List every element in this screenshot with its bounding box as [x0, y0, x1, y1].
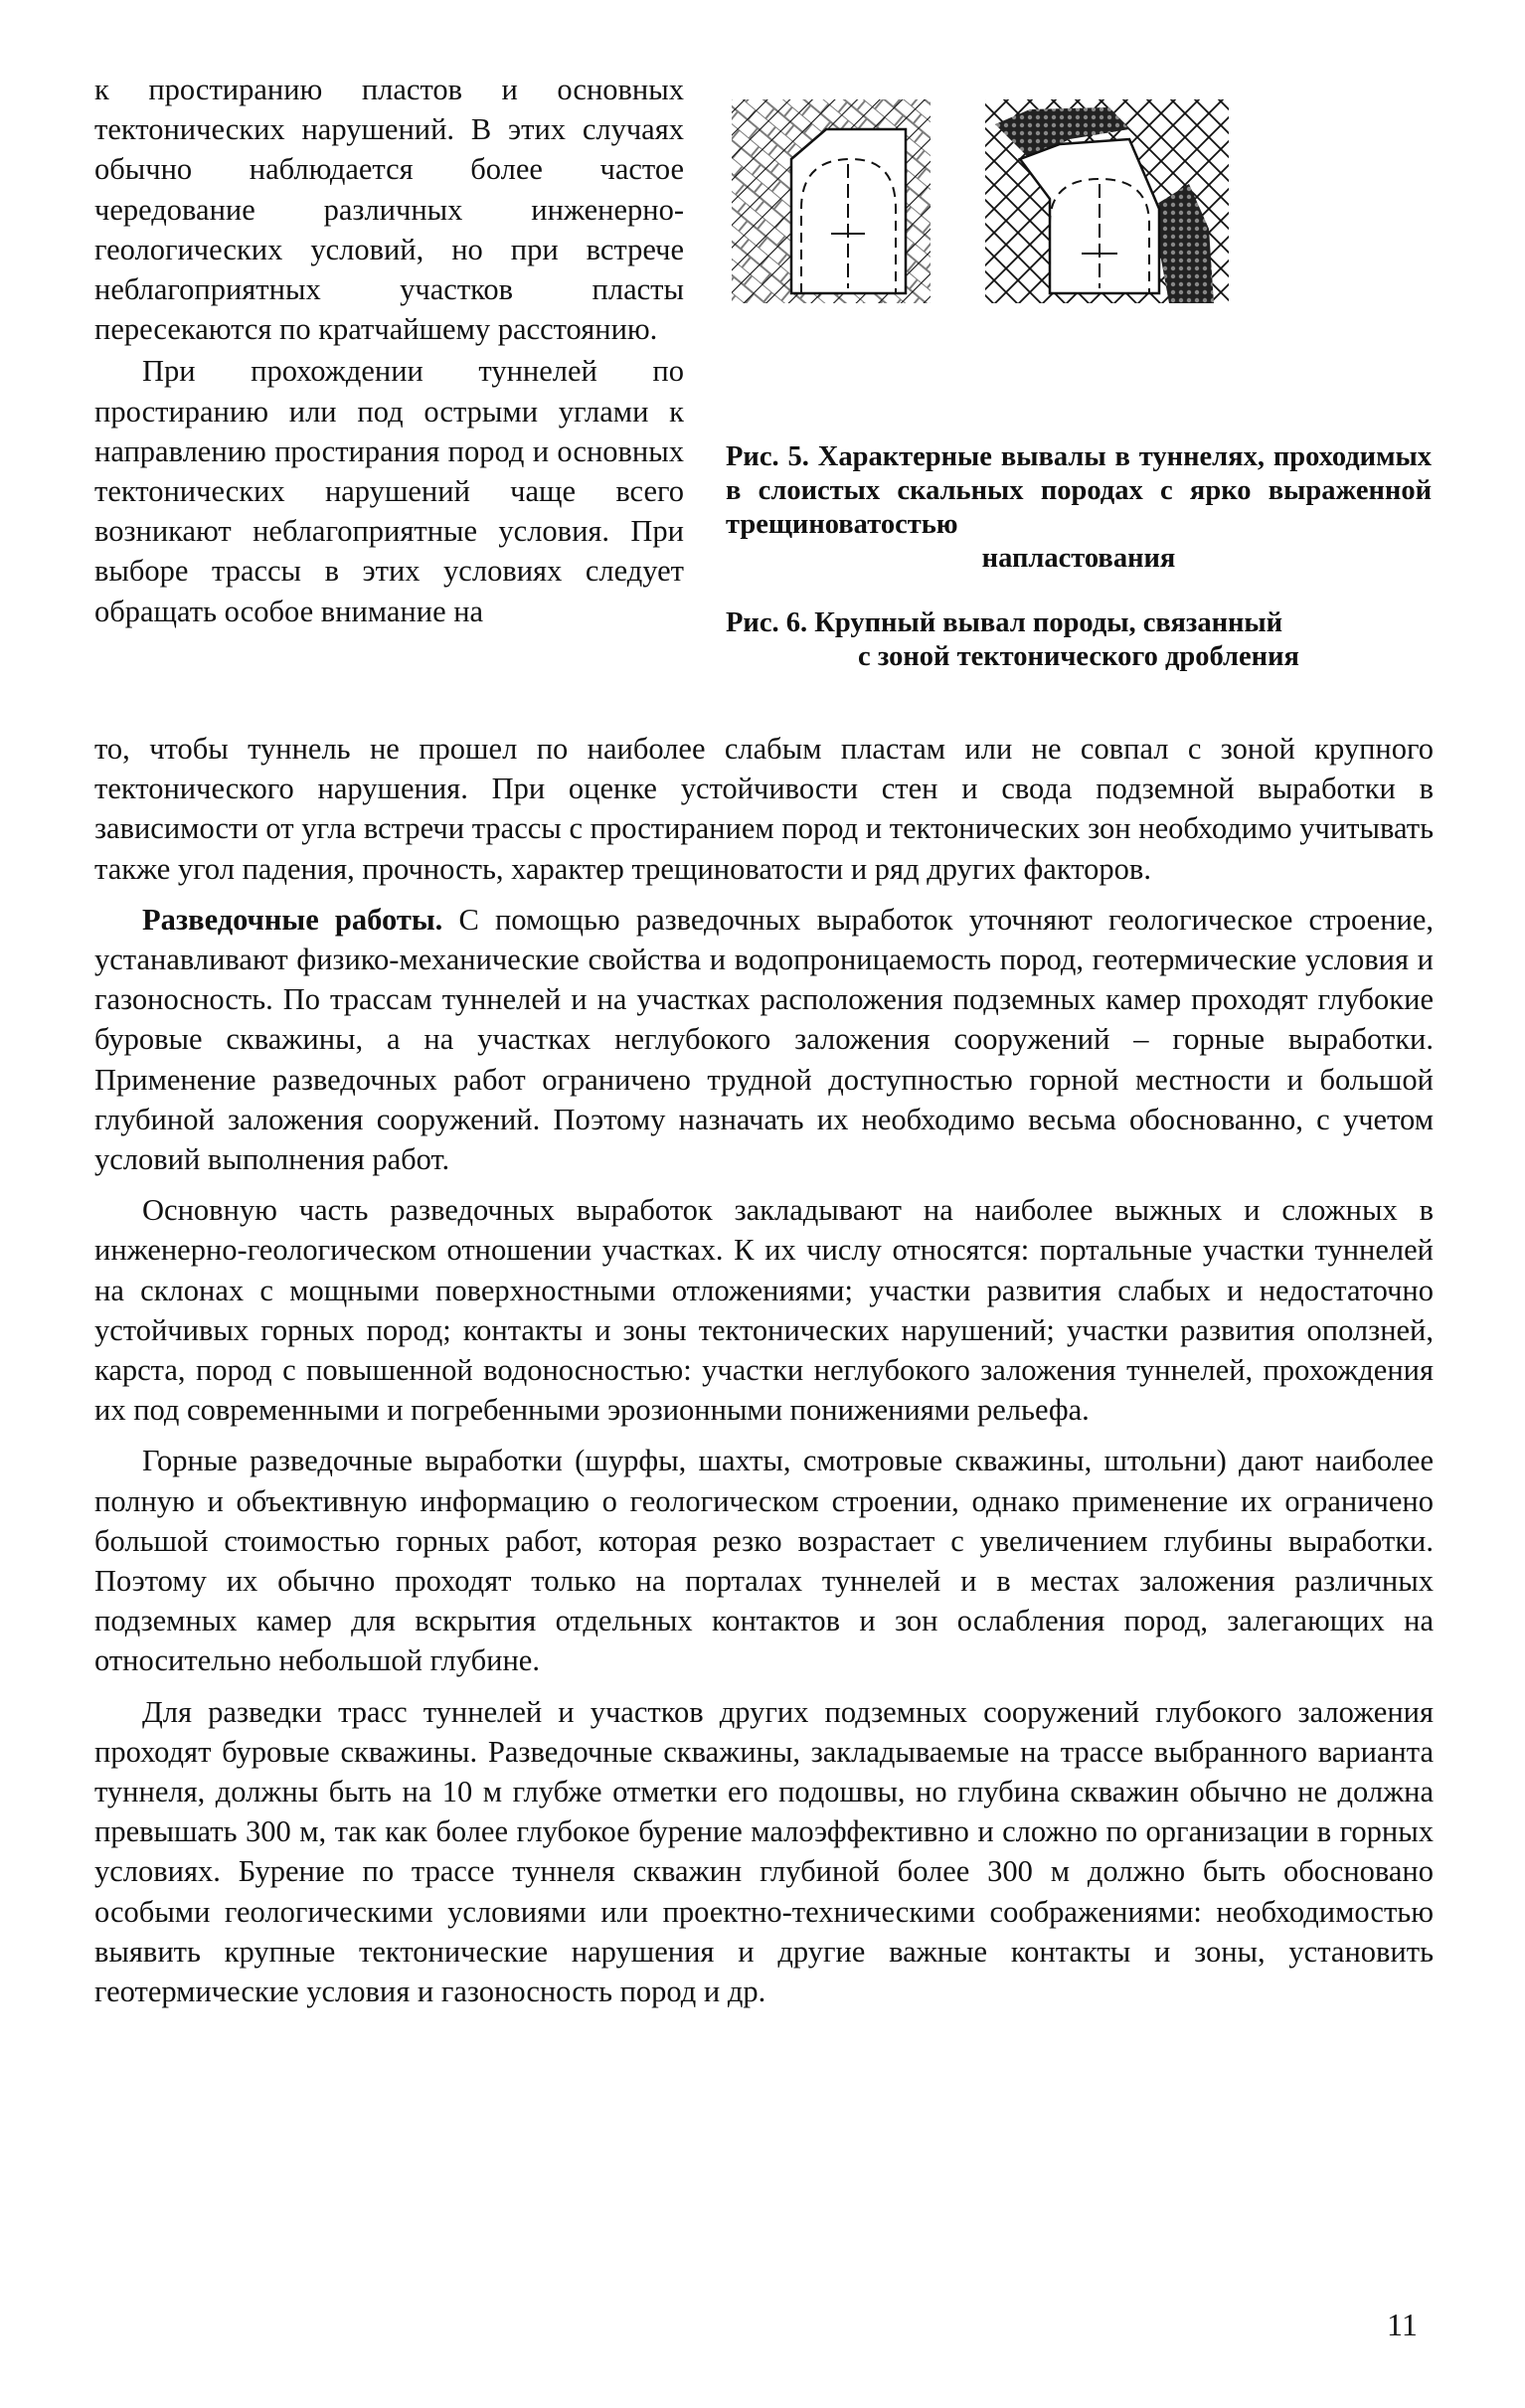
figure-6-label: Рис. 6. — [726, 607, 808, 638]
figure-5-last-line: напластования — [981, 543, 1176, 574]
main-text — [94, 729, 1434, 2022]
paragraph-drilling: Для разведки трасс туннелей и участков других подземных сооружений глубокого заложения проходят буровые скважины. Разведочные скважины, закладываемые на трассе выбранного варианта туннеля, должны быть на 10 м глубже отметки его подошвы, но глубина скважин обычно не должна превышать 300 м, так как более глубокое бурение малоэффективно и сложно по организации в горных условиях. Бурение по трассе туннеля скважин глубиной более 300 м должно быть обосновано особыми геологическими условиями или проектно-техническими соображениями: необходимостью выявить крупные тектонические нарушения и другие важные контакты и зоны, установить геотермические условия и газоносность пород и др. — [94, 1694, 1434, 2009]
figure-5-label: Рис. 5. — [726, 441, 809, 472]
figure-5-text: Характерные вывалы в туннелях, проходимых в слоистых скальных породах с ярко выраженной трещиноватостью — [726, 441, 1433, 540]
section-heading: Разведочные работы. — [142, 902, 443, 937]
figure-6-caption — [726, 606, 1432, 674]
paragraph-tunnels: При прохождении туннелей по простиранию или под острыми углами к направлению простирания пород и основных тектонических нарушений чаще всего возникают неблагоприятные условия. При выборе трассы в этих условиях следует обращать особое внимание на — [94, 354, 684, 628]
paragraph-strike: к простиранию пластов и основных тектонических нарушений. В этих случаях обычно наблюдается более частое чередование различных инженерно-геологических условий, но при встрече неблагоприятных участков пласты пересекаются по кратчайшему расстоянию. — [94, 73, 684, 347]
paragraph-mining: Горные разведочные выработки (шурфы, шахты, смотровые скважины, штольни) дают наиболее полную и объективную информацию о геологическом строении, однако применение их ограничено большой стоимостью горных работ, которая резко возрастает с увеличением глубины выработки. Поэтому их обычно проходят только на порталах туннелей и в местах заложения различных подземных камер для вскрытия отдельных контактов и зон ослабления пород, залегающих на относительно небольшой глубине. — [94, 1444, 1434, 1678]
figure-5-drawing — [732, 99, 931, 303]
left-column-text — [94, 70, 684, 631]
figure-6-drawing — [985, 99, 1229, 303]
paragraph-exploration-text: С помощью разведочных выработок уточняют геологическое строение, устанавливают физико-механические свойства и водопроницаемость пород, геотермические условия и газоносность. По трассам туннелей и на участках расположения подземных камер проходят глубокие буровые скважины, а на участках неглубокого заложения сооружений – горные выработки. Применение разведочных работ ограничено трудной доступностью горной местности и большой глубиной заложения сооружений. Поэтому назначать их необходимо весьма обоснованно, с учетом условий выполнения работ. — [94, 902, 1435, 1177]
paragraph-continued: то, чтобы туннель не прошел по наиболее слабым пластам или не совпал с зоной крупного тектонического нарушения. При оценке устойчивости стен и свода подземной выработки в зависимости от угла встречи трассы с простиранием пород и тектонических зон необходимо учитывать также угол падения, прочность, характер трещиноватости и ряд других факторов. — [94, 732, 1434, 886]
figure-5-caption — [726, 440, 1432, 576]
paragraph-exploration — [94, 900, 1434, 1179]
figure-6-text: Крупный вывал породы, связанный — [814, 607, 1283, 638]
figure-6-last-line: с зоной тектонического дробления — [858, 641, 1299, 672]
figures-5-6 — [732, 89, 1428, 428]
paragraph-main-part: Основную часть разведочных выработок закладывают на наиболее выжных и сложных в инженерно-геологическом отношении участках. К их числу относятся: портальные участки туннелей на склонах с мощными поверхностными отложениями; участки развития слабых и недостаточно устойчивых горных пород; контакты и зоны тектонических нарушений; участки развития оползней, карста, пород с повышенной водоносностью: участки неглубокого заложения туннелей, прохождения их под современными и погребенными эрозионными понижениями рельефа. — [94, 1193, 1434, 1428]
page-number: 11 — [1387, 2307, 1418, 2342]
